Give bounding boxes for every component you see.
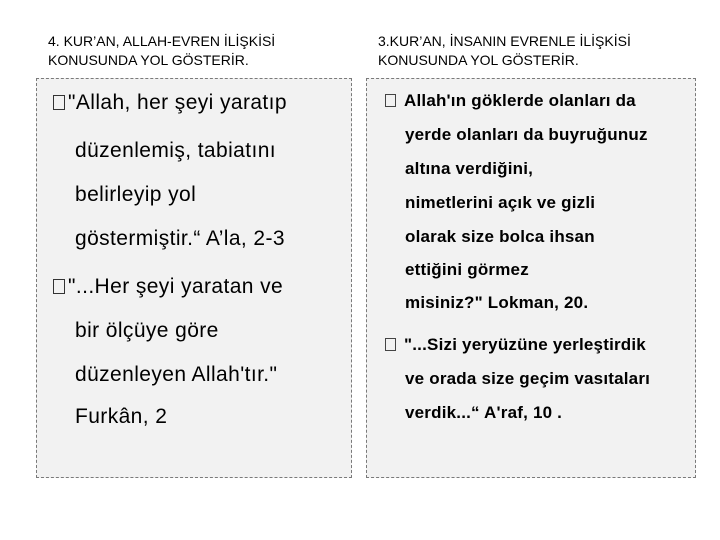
- left-header-line-1: 4. KUR’AN, ALLAH-EVREN İLİŞKİSİ: [48, 33, 276, 49]
- left-line-3: belirleyip yol: [75, 183, 197, 206]
- left-line-7: düzenleyen Allah'tır.": [75, 363, 278, 386]
- left-column-body: [36, 78, 352, 478]
- checkbox-bullet-icon: [53, 279, 65, 294]
- right-line-10: verdik...“ A'raf, 10 .: [405, 403, 563, 422]
- left-column-header: [36, 26, 352, 76]
- right-column-body: [366, 78, 696, 478]
- right-line-6: ettiğini görmez: [405, 260, 529, 279]
- checkbox-bullet-icon: [385, 338, 396, 351]
- left-line-6: bir ölçüye göre: [75, 319, 219, 342]
- right-line-2: yerde olanları da buyruğunuz: [405, 125, 648, 144]
- right-line-3: altına verdiğini,: [405, 159, 534, 178]
- left-line-2: düzenlemiş, tabiatını: [75, 139, 277, 162]
- right-line-4: nimetlerini açık ve gizli: [405, 193, 596, 212]
- right-line-8: "...Sizi yeryüzüne yerleştirdik: [385, 335, 646, 355]
- right-line-5: olarak size bolca ihsan: [405, 227, 595, 246]
- right-column-header: [366, 26, 696, 76]
- right-line-1: Allah'ın göklerde olanları da: [385, 91, 636, 111]
- right-line-7: misiniz?" Lokman, 20.: [405, 293, 589, 312]
- left-line-1: "Allah, her şeyi yaratıp: [53, 91, 287, 115]
- left-line-4: göstermiştir.“ A’la, 2-3: [75, 227, 285, 250]
- checkbox-bullet-icon: [53, 95, 65, 110]
- right-line-9: ve orada size geçim vasıtaları: [405, 369, 651, 388]
- left-line-8: Furkân, 2: [75, 405, 168, 428]
- checkbox-bullet-icon: [385, 94, 396, 107]
- left-header-line-2: KONUSUNDA YOL GÖSTERİR.: [48, 52, 249, 68]
- right-header-line-2: KONUSUNDA YOL GÖSTERİR.: [378, 52, 579, 68]
- right-header-line-1: 3.KUR’AN, İNSANIN EVRENLE İLİŞKİSİ: [378, 33, 631, 49]
- left-line-5: "...Her şeyi yaratan ve: [53, 275, 283, 299]
